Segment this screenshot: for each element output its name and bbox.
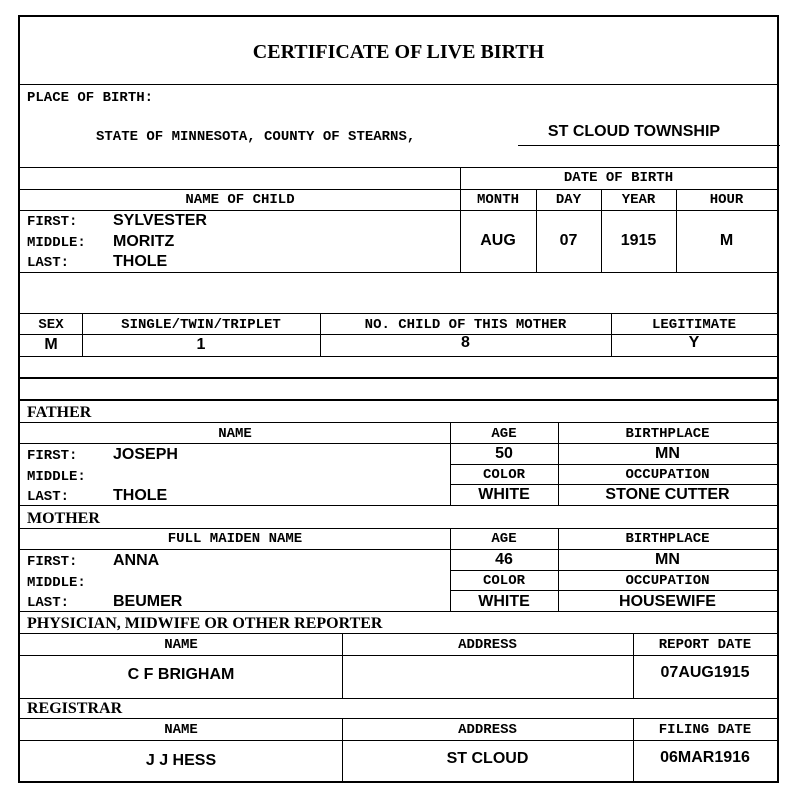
mother-middle-label: MIDDLE:	[27, 575, 86, 591]
divider	[20, 655, 777, 656]
divider	[20, 718, 777, 719]
legitimate-value: Y	[688, 334, 700, 351]
township-value: ST CLOUD TOWNSHIP	[547, 123, 721, 140]
registrar-address: ST CLOUD	[446, 750, 529, 767]
child-middle-label: MIDDLE:	[27, 235, 86, 251]
birth-day: 07	[559, 232, 578, 249]
divider	[20, 272, 777, 273]
divider	[20, 528, 777, 529]
divider	[20, 505, 777, 506]
physician-address-label: ADDRESS	[458, 637, 517, 653]
mother-birthplace-label: BIRTHPLACE	[625, 531, 710, 547]
sex-value: M	[44, 336, 58, 353]
divider	[460, 189, 777, 190]
father-name-header: NAME	[218, 426, 252, 442]
mother-age-label: AGE	[491, 531, 517, 547]
divider	[20, 611, 777, 612]
child-first-name: SYLVESTER	[113, 212, 207, 229]
physician-section-title: PHYSICIAN, MIDWIFE OR OTHER REPORTER	[27, 615, 383, 632]
year-label: YEAR	[621, 192, 656, 208]
divider	[450, 484, 777, 485]
mother-last-label: LAST:	[27, 595, 70, 611]
divider	[20, 740, 777, 741]
birth-month: AUG	[480, 232, 516, 249]
father-color-label: COLOR	[482, 467, 525, 483]
mother-color: WHITE	[478, 593, 530, 610]
divider	[450, 570, 777, 571]
registrar-name-label: NAME	[164, 722, 198, 738]
father-occupation: STONE CUTTER	[605, 486, 730, 503]
legitimate-label: LEGITIMATE	[651, 317, 736, 333]
divider	[20, 633, 777, 634]
father-last-name: THOLE	[113, 487, 168, 504]
father-first-label: FIRST:	[27, 448, 78, 464]
day-label: DAY	[555, 192, 582, 208]
mother-occupation-label: OCCUPATION	[625, 573, 710, 589]
child-middle-name: MORITZ	[113, 233, 175, 250]
mother-last-name: BEUMER	[113, 593, 183, 610]
mother-age: 46	[495, 551, 513, 568]
sex-label: SEX	[38, 317, 64, 333]
date-of-birth-header: DATE OF BIRTH	[563, 170, 674, 186]
place-of-birth-label: PLACE OF BIRTH:	[27, 90, 154, 106]
divider	[20, 356, 777, 357]
hour-label: HOUR	[709, 192, 744, 208]
report-date-label: REPORT DATE	[658, 637, 752, 653]
divider	[20, 443, 777, 444]
birth-certificate	[18, 15, 779, 783]
divider	[20, 422, 777, 423]
mother-first-name: ANNA	[113, 552, 160, 569]
registrar-address-label: ADDRESS	[458, 722, 517, 738]
father-age: 50	[495, 445, 513, 462]
child-number-value: 8	[461, 334, 470, 351]
month-label: MONTH	[476, 192, 519, 208]
physician-name-label: NAME	[164, 637, 198, 653]
father-section-title: FATHER	[27, 404, 92, 421]
divider	[20, 549, 777, 550]
divider	[20, 377, 777, 379]
child-first-label: FIRST:	[27, 214, 78, 230]
certificate-title: CERTIFICATE OF LIVE BIRTH	[252, 41, 545, 63]
plurality-value: 1	[196, 336, 206, 353]
state-county-text: STATE OF MINNESOTA, COUNTY OF STEARNS,	[96, 129, 416, 145]
birth-year: 1915	[620, 232, 657, 249]
father-last-label: LAST:	[27, 489, 70, 505]
divider	[450, 464, 777, 465]
township-underline	[518, 145, 780, 146]
physician-name: C F BRIGHAM	[127, 666, 235, 683]
divider	[20, 399, 777, 401]
filing-date: 06MAR1916	[660, 749, 750, 766]
registrar-section-title: REGISTRAR	[27, 700, 123, 717]
name-of-child-header: NAME OF CHILD	[185, 192, 295, 208]
child-last-label: LAST:	[27, 255, 70, 271]
divider	[20, 698, 777, 699]
father-birthplace: MN	[655, 445, 680, 462]
divider	[20, 189, 460, 190]
divider	[20, 313, 777, 314]
mother-color-label: COLOR	[482, 573, 525, 589]
mother-first-label: FIRST:	[27, 554, 78, 570]
father-color: WHITE	[478, 486, 530, 503]
report-date: 07AUG1915	[660, 664, 750, 681]
father-middle-label: MIDDLE:	[27, 469, 86, 485]
birth-hour: M	[719, 232, 734, 249]
child-number-label: NO. CHILD OF THIS MOTHER	[364, 317, 567, 333]
divider	[20, 167, 777, 168]
mother-occupation: HOUSEWIFE	[619, 593, 716, 610]
father-age-label: AGE	[491, 426, 517, 442]
mother-section-title: MOTHER	[27, 510, 100, 527]
mother-name-header: FULL MAIDEN NAME	[167, 531, 303, 547]
filing-date-label: FILING DATE	[658, 722, 752, 738]
father-birthplace-label: BIRTHPLACE	[625, 426, 710, 442]
child-last-name: THOLE	[113, 253, 168, 270]
mother-birthplace: MN	[655, 551, 680, 568]
plurality-label: SINGLE/TWIN/TRIPLET	[121, 317, 281, 333]
father-occupation-label: OCCUPATION	[625, 467, 710, 483]
father-first-name: JOSEPH	[113, 446, 178, 463]
registrar-name: J J HESS	[145, 752, 217, 769]
divider	[450, 590, 777, 591]
divider	[20, 84, 777, 85]
divider	[20, 210, 777, 211]
